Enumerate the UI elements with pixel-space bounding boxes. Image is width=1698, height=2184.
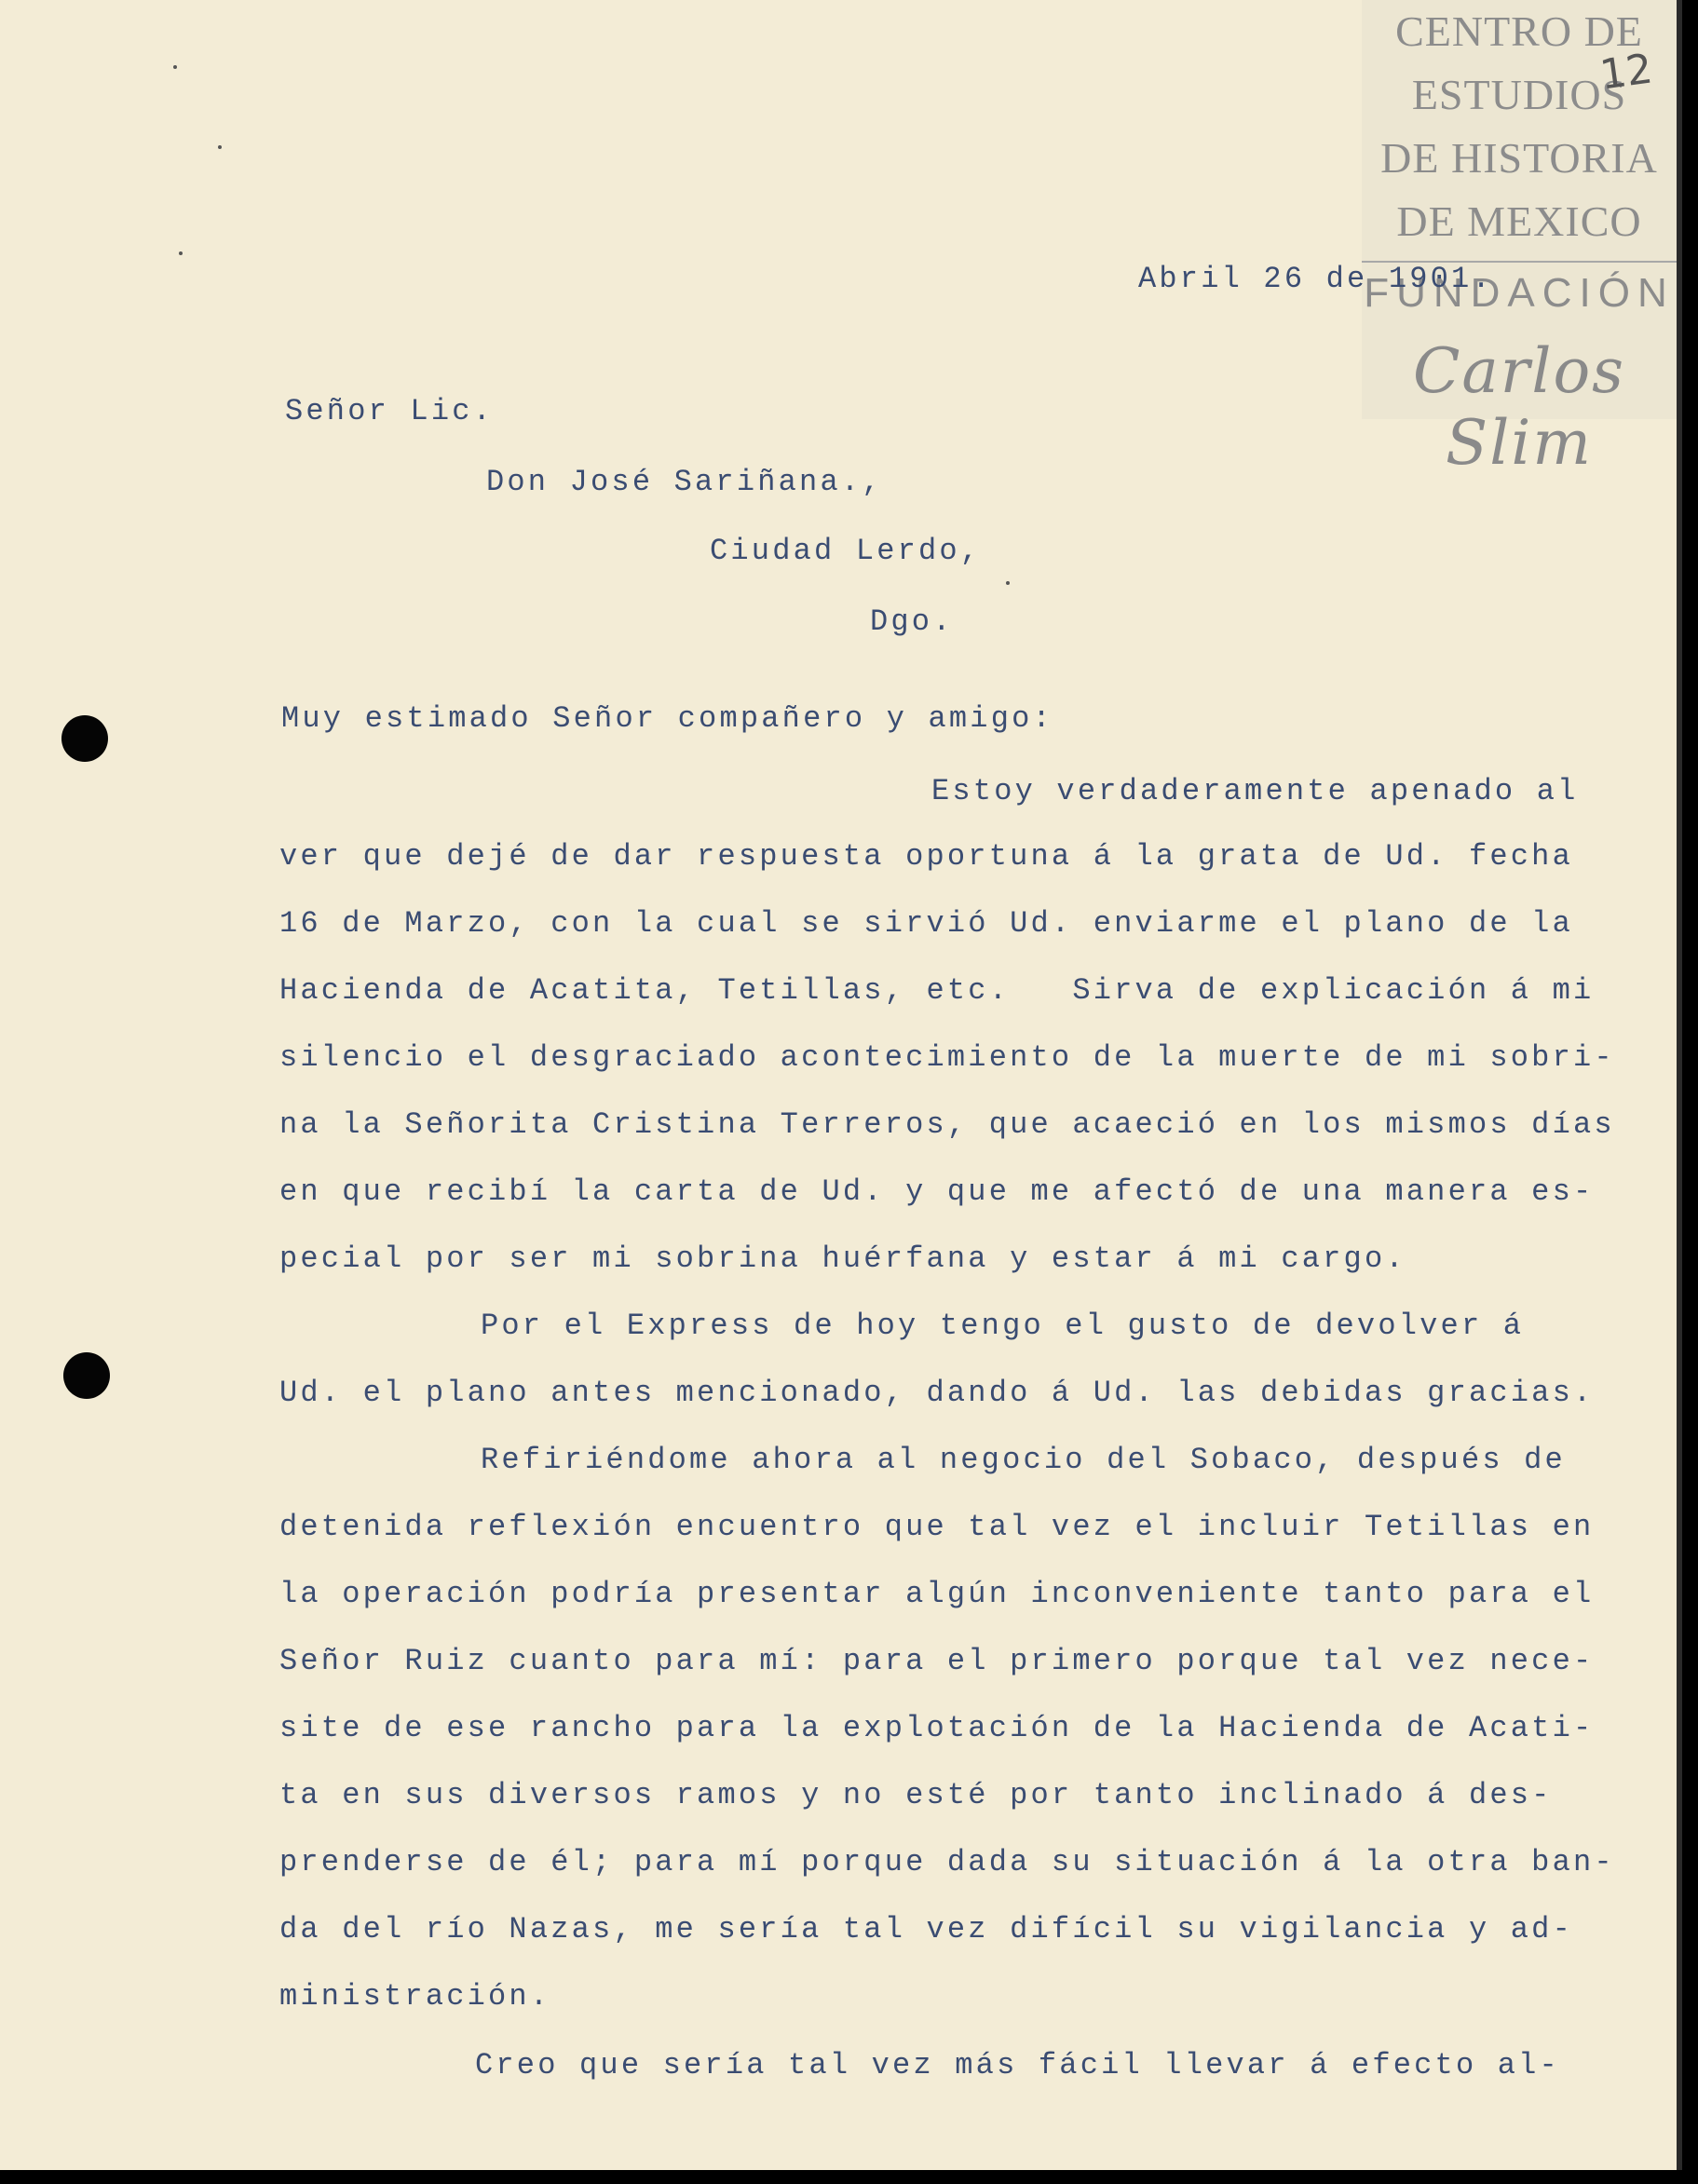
stamp-line: DE HISTORIA: [1380, 134, 1658, 182]
paper-speck: [218, 145, 222, 149]
body-line: ta en sus diversos ramos y no esté por tanto inclinado á des-: [279, 1778, 1553, 1812]
body-line: Hacienda de Acatita, Tetillas, etc. Sirva de explicación á mi: [279, 973, 1595, 1008]
salutation: Muy estimado Señor compañero y amigo:: [281, 701, 1053, 736]
paper-speck: [179, 251, 183, 255]
letter-date: Abril 26 de 1901.: [1138, 262, 1493, 296]
recipient-city: Ciudad Lerdo,: [710, 534, 982, 568]
punch-hole-bottom: [63, 1352, 110, 1399]
body-line: ver que dejé de dar respuesta oportuna á la grata de Ud. fecha: [279, 839, 1573, 874]
body-line: site de ese rancho para la explotación de la Hacienda de Acati-: [279, 1711, 1595, 1745]
body-line: detenida reflexión encuentro que tal vez el incluir Tetillas en: [279, 1510, 1595, 1544]
body-line: 16 de Marzo, con la cual se sirvió Ud. enviarme el plano de la: [279, 906, 1573, 941]
body-line: Señor Ruiz cuanto para mí: para el primero porque tal vez nece-: [279, 1644, 1595, 1678]
stamp-signature-logo: Carlos Slim: [1412, 335, 1626, 479]
body-line: Por el Express de hoy tengo el gusto de devolver á: [481, 1309, 1525, 1343]
body-line: la operación podría presentar algún inconveniente tanto para el: [279, 1577, 1595, 1611]
stamp-line: CENTRO DE: [1395, 7, 1643, 55]
body-line: prenderse de él; para mí porque dada su situación á la otra ban-: [279, 1845, 1615, 1879]
body-line: pecial por ser mi sobrina huérfana y estar á mi cargo.: [279, 1241, 1406, 1276]
recipient-title: Señor Lic.: [285, 394, 495, 428]
page-number: 12: [1596, 45, 1656, 100]
paper-speck: [173, 65, 177, 69]
body-line: da del río Nazas, me sería tal vez difícil su vigilancia y ad-: [279, 1912, 1573, 1947]
body-line: Estoy verdaderamente apenado al: [931, 774, 1579, 808]
paper-speck: [1006, 581, 1010, 585]
body-line: Ud. el plano antes mencionado, dando á Ud. las debidas gracias.: [279, 1376, 1595, 1410]
body-line: en que recibí la carta de Ud. y que me afectó de una manera es-: [279, 1174, 1595, 1209]
body-line: silencio el desgraciado acontecimiento de la muerte de mi sobri-: [279, 1040, 1615, 1075]
recipient-state: Dgo.: [870, 604, 954, 639]
punch-hole-top: [61, 715, 108, 762]
body-line: ministración.: [279, 1979, 551, 2014]
body-line: na la Señorita Cristina Terreros, que acaeció en los mismos días: [279, 1107, 1615, 1142]
stamp-foundation: FUNDACIÓN: [1364, 270, 1675, 316]
body-line: Refiriéndome ahora al negocio del Sobaco, después de: [481, 1443, 1566, 1477]
recipient-name: Don José Sariñana.,: [486, 465, 883, 499]
stamp-line: DE MEXICO: [1396, 197, 1642, 245]
body-line: Creo que sería tal vez más fácil llevar á efecto al-: [475, 2048, 1560, 2082]
stamp-line: ESTUDIOS: [1411, 71, 1627, 118]
